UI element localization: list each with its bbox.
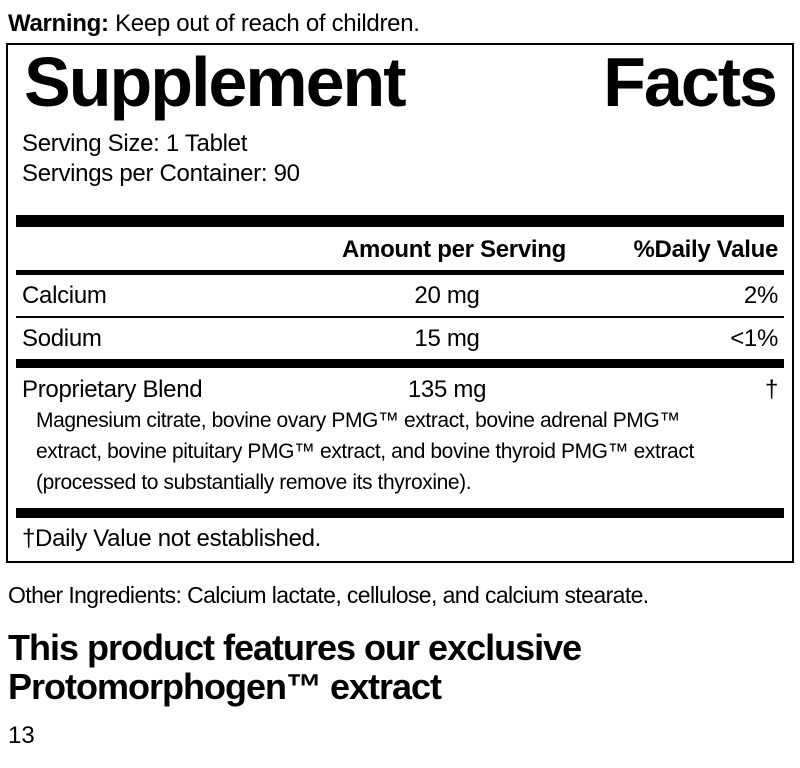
- feature-heading-line: This product features our exclusive: [8, 627, 582, 668]
- other-ingredients: Other Ingredients: Calcium lactate, cellulose, and calcium stearate.: [8, 582, 649, 608]
- blend-description-line: extract, bovine pituitary PMG™ extract, and bovine thyroid PMG™ extract: [36, 440, 694, 463]
- separator-bar-thick: [16, 508, 784, 518]
- column-header-daily-value: %Daily Value: [633, 236, 778, 263]
- serving-size: Serving Size: 1 Tablet: [22, 130, 248, 157]
- panel-title: [8, 43, 792, 121]
- blend-description: [8, 405, 792, 508]
- column-header-row: [8, 227, 792, 270]
- column-header-amount: Amount per Serving: [342, 236, 566, 263]
- nutrient-daily-value: <1%: [730, 325, 778, 352]
- nutrient-amount: 15 mg: [414, 325, 480, 352]
- supplement-label-page: [0, 9, 800, 768]
- nutrient-daily-value: 2%: [743, 282, 778, 309]
- blend-description-line: Magnesium citrate, bovine ovary PMG™ extract, bovine adrenal PMG™: [36, 409, 680, 432]
- panel-title-word-facts: Facts: [603, 43, 776, 121]
- feature-heading: [8, 628, 790, 706]
- nutrient-name: Sodium: [22, 325, 102, 352]
- page-number: 13: [8, 722, 35, 749]
- daily-value-footnote: †Daily Value not established.: [22, 525, 322, 552]
- panel-title-word-supplement: Supplement: [24, 43, 405, 121]
- nutrient-row-calcium: [8, 275, 792, 316]
- blend-description-line: (processed to substantially remove its thyroxine).: [36, 471, 472, 494]
- nutrient-name: Calcium: [22, 282, 107, 309]
- warning-line: [8, 9, 790, 38]
- nutrient-row-proprietary-blend: [8, 368, 792, 405]
- separator-bar-thick: [16, 215, 784, 227]
- separator-bar-thick: [16, 359, 784, 368]
- nutrient-amount: 20 mg: [414, 282, 480, 309]
- serving-info: [8, 117, 792, 189]
- nutrient-row-sodium: [8, 318, 792, 359]
- dagger-symbol: †: [764, 376, 778, 403]
- feature-heading-line: Protomorphogen™ extract: [8, 666, 442, 707]
- nutrient-name: Proprietary Blend: [22, 376, 203, 403]
- servings-per-container: Servings per Container: 90: [22, 160, 300, 187]
- warning-text: Keep out of reach of children.: [115, 10, 420, 37]
- nutrient-amount: 135 mg: [407, 376, 487, 403]
- supplement-facts-panel: [6, 43, 794, 563]
- warning-label: Warning:: [8, 10, 109, 37]
